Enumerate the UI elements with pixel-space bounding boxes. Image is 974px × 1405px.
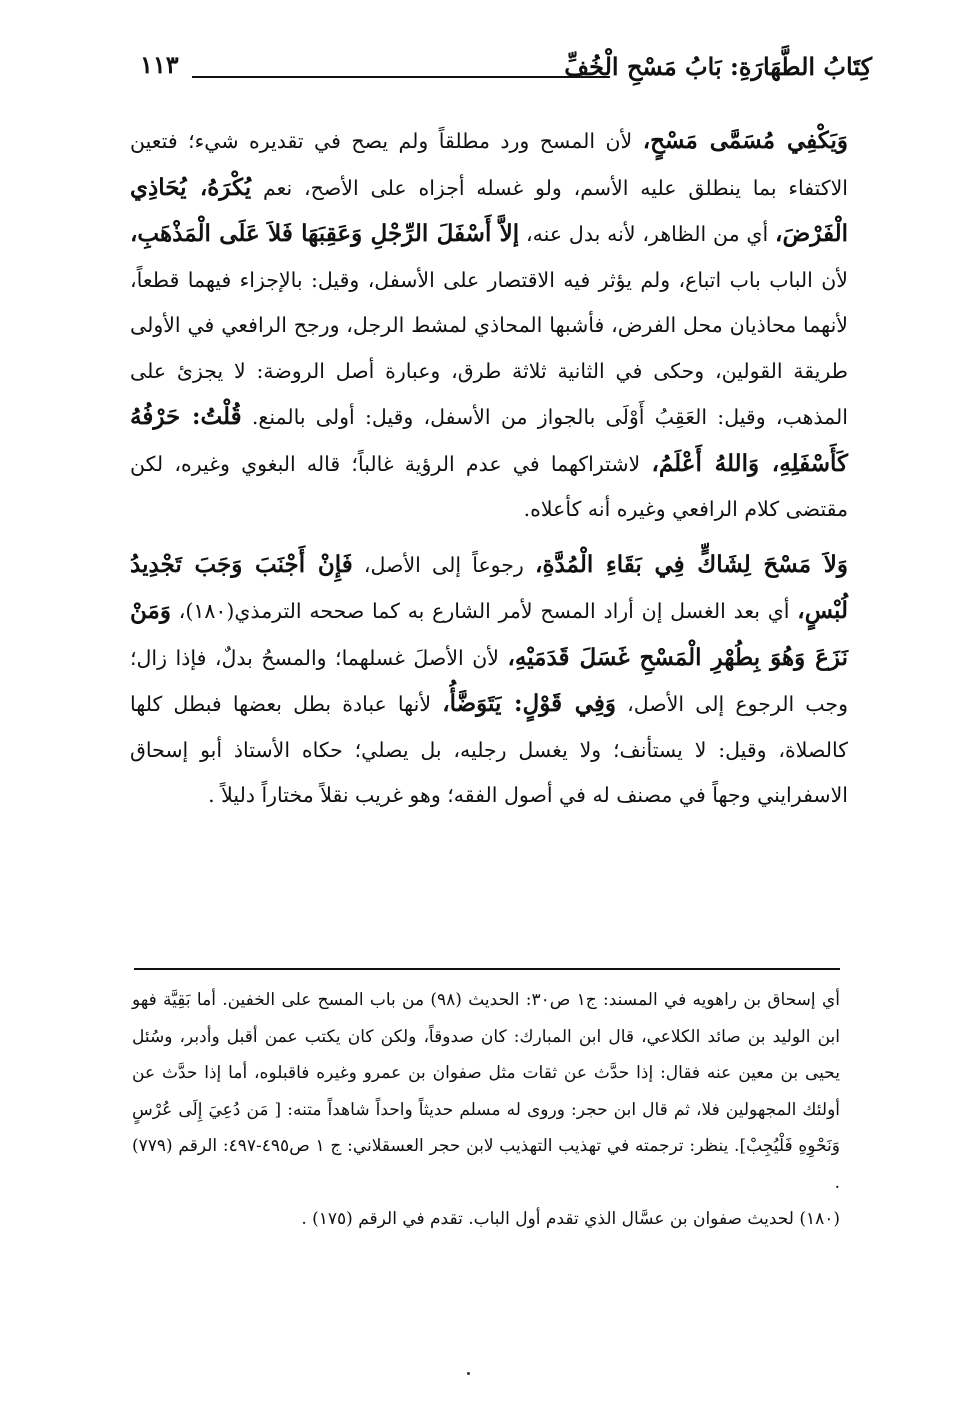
matn-text: وَيَكْفِي مُسَمَّى مَسْحٍ، bbox=[642, 127, 849, 154]
matn-text: وَلاَ مَسْحَ لِشَاكٍّ فِي بَقَاءِ الْمُدَّةِ، bbox=[535, 550, 848, 578]
chapter-title: كِتَابُ الطَّهَارَةِ: بَابُ مَسْحِ الْخُفِّ bbox=[564, 52, 872, 81]
matn-text: وَفِي قَوْلٍ: يَتَوَضَّأُ، bbox=[442, 690, 616, 717]
page-number: ١١٣ bbox=[140, 50, 179, 79]
commentary-text: رجوعاً إلى الأصل، bbox=[352, 552, 536, 577]
footnote-179: أي إسحاق بن راهويه في المسند: ج١ ص٣٠: الحديث (٩٨) من باب المسح على الخفين. أما بَقِيَّة فهو ابن الوليد بن صائد الكلاعي، قال ابن المبارك: كان صدوقاً، ولكن كان يكتب عمن أقبل وأدبر، وسُئل يحيى بن معين عنه فقال: إذا حدَّث عن ثقات مثل صفوان بن عمرو وغيره فاقبلوه، أما إذا حدَّث عن أولئك المجهولين فلا، ثم قال ابن حجر: وروى له مسلم حديثاً واحداً شاهداً متنه: [ مَن دُعِيَ إِلَى عُرْسٍ وَنَحْوِهِ فَلْيُجِبْ]. ينظر: ترجمته في تهذيب التهذيب لابن حجر العسقلاني: ج ١ ص٤٩٥-٤٩٧: الرقم (٧٧٩) . bbox=[132, 990, 840, 1193]
footnotes bbox=[132, 982, 840, 1238]
commentary-text: لاشتراكهما في عدم الرؤية غالباً؛ قاله البغوي وغيره، لكن مقتضى كلام الرافعي وغيره أنه كأعلاه. bbox=[130, 451, 848, 521]
footnote-number: (١٨٠) bbox=[799, 1209, 840, 1229]
paragraph-1 bbox=[130, 118, 848, 533]
matn-text: قُلْتُ: حَرْفُهُ كَأَسْفَلِهِ، وَاللهُ أَعْلَمُ، bbox=[130, 403, 849, 477]
scan-speck bbox=[467, 1372, 470, 1375]
matn-text: فَإِنْ أَجْنَبَ وَجَبَ تَجْدِيدُ لُبْسٍ، bbox=[130, 550, 848, 624]
matn-text: إلاَّ أَسْفَلَ الرِّجْلِ وَعَقِبَهَا فَلاَ عَلَى الْمَذْهَبِ، bbox=[130, 220, 520, 247]
footnote-180 bbox=[132, 1201, 840, 1238]
commentary-text: لأن الباب باب اتباع، ولم يؤثر فيه الاقتصار على الأسفل، وقيل: بالإجزاء فيهما قطعاً، لأنهما محاذيان محل الفرض، فأشبها المحاذي لمشط الرجل، ورجح الرافعي في الأولى طريقة القولين، وحكى في الثانية ثلاثة طرق، وعبارة أصل الروضة: لا يجزئ على المذهب، وقيل: العَقِبُ أَوْلَى بالجواز من الأسفل، وقيل: أولى بالمنع. bbox=[130, 267, 848, 429]
commentary-text: لأن المسح ورد مطلقاً ولم يصح في تقديره شيء؛ فتعين الاكتفاء بما ينطلق عليه الأسم، ولو غسله أجزاه على الأصح، نعم bbox=[130, 129, 848, 200]
commentary-text: لأنها عبادة بطل بعضها فبطل كلها كالصلاة، وقيل: لا يستأنف؛ ولا يغسل رجليه، بل يصلي؛ حكاه الأستاذ أبو إسحاق الاسفرايني وجهاً في مصنف له في أصول الفقه؛ وهو غريب نقلاً مختاراً دليلاً . bbox=[130, 692, 848, 807]
paragraph-2 bbox=[130, 542, 848, 819]
footnote-text: لحديث صفوان بن عسَّال الذي تقدم أول الباب. تقدم في الرقم (١٧٥) . bbox=[301, 1209, 800, 1229]
footnote-separator bbox=[134, 968, 840, 970]
main-text bbox=[130, 118, 848, 819]
commentary-text: لأن الأصلَ غسلهما؛ والمسحُ بدلٌ، فإذا زال؛ وجب الرجوع إلى الأصل، bbox=[130, 645, 848, 716]
commentary-text: أي بعد الغسل إن أراد المسح لأمر الشارع به كما صححه الترمذي(١٨٠)، bbox=[170, 599, 798, 623]
running-header bbox=[140, 50, 872, 90]
header-rule bbox=[192, 76, 610, 78]
commentary-text: أي من الظاهر، لأنه بدل عنه، bbox=[519, 222, 776, 246]
matn-text: وَمَنْ نَزَعَ وَهُوَ بِطُهْرِ الْمَسْحِ غَسَلَ قَدَمَيْهِ، bbox=[130, 597, 849, 671]
matn-text: يُكْرَهُ، يُحَاذِي الْفَرْضَ، bbox=[130, 173, 848, 247]
